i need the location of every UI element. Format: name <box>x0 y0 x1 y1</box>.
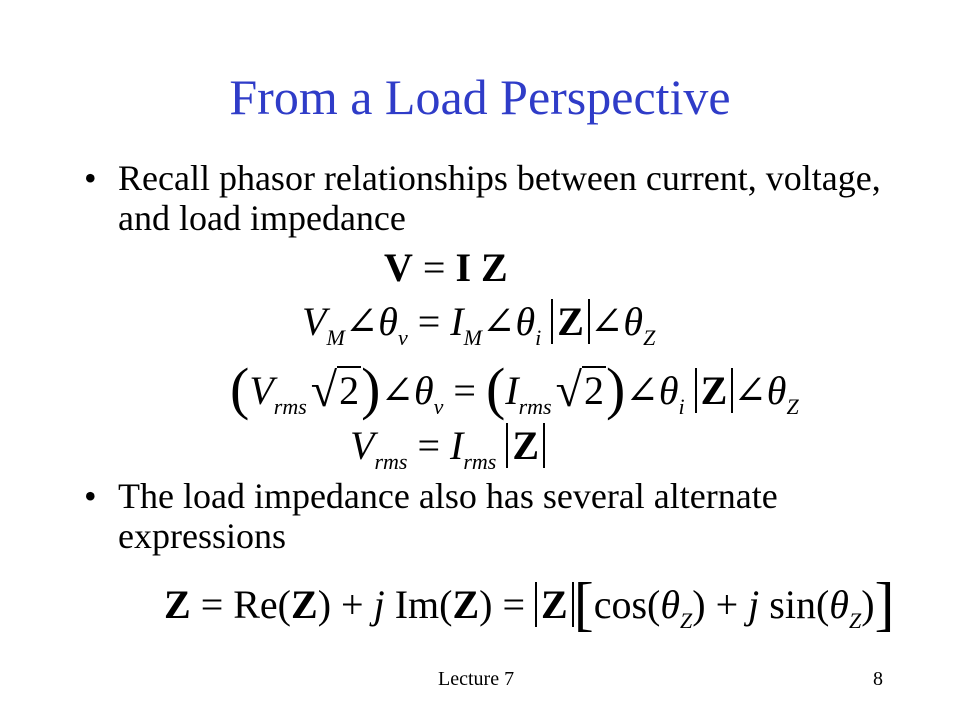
footer-lecture-label: Lecture 7 <box>438 668 515 690</box>
equation-1: V = I Z <box>384 245 508 290</box>
bullet-2-text: The load impedance also has several alternate expressions <box>118 476 778 556</box>
page-number: 8 <box>873 668 883 690</box>
equation-3: $(V_{rms}√2)\angle\theta_v$ = $(I_{rms}√2)\angle\theta_i$ Z $\angle\theta_Z$ <box>230 356 799 421</box>
equation-2: $V_M\angle\theta_v$ = $I_M\angle\theta_i$ Z $\angle\theta_Z$ <box>302 299 656 350</box>
slide-title: From a Load Perspective <box>229 69 731 125</box>
bullet-1-marker: • <box>84 158 97 198</box>
bullet-2-marker: • <box>84 476 97 516</box>
bullet-1-text: Recall phasor relationships between current, voltage, and load impedance <box>118 158 881 238</box>
equation-4: $V_{rms} = I_{rms}$ Z <box>350 426 545 466</box>
equation-5: Z = Re(Z) + j Im(Z) = Z [$\cos(\theta_Z) + j$ $\sin(\theta_Z)$] <box>164 571 895 637</box>
